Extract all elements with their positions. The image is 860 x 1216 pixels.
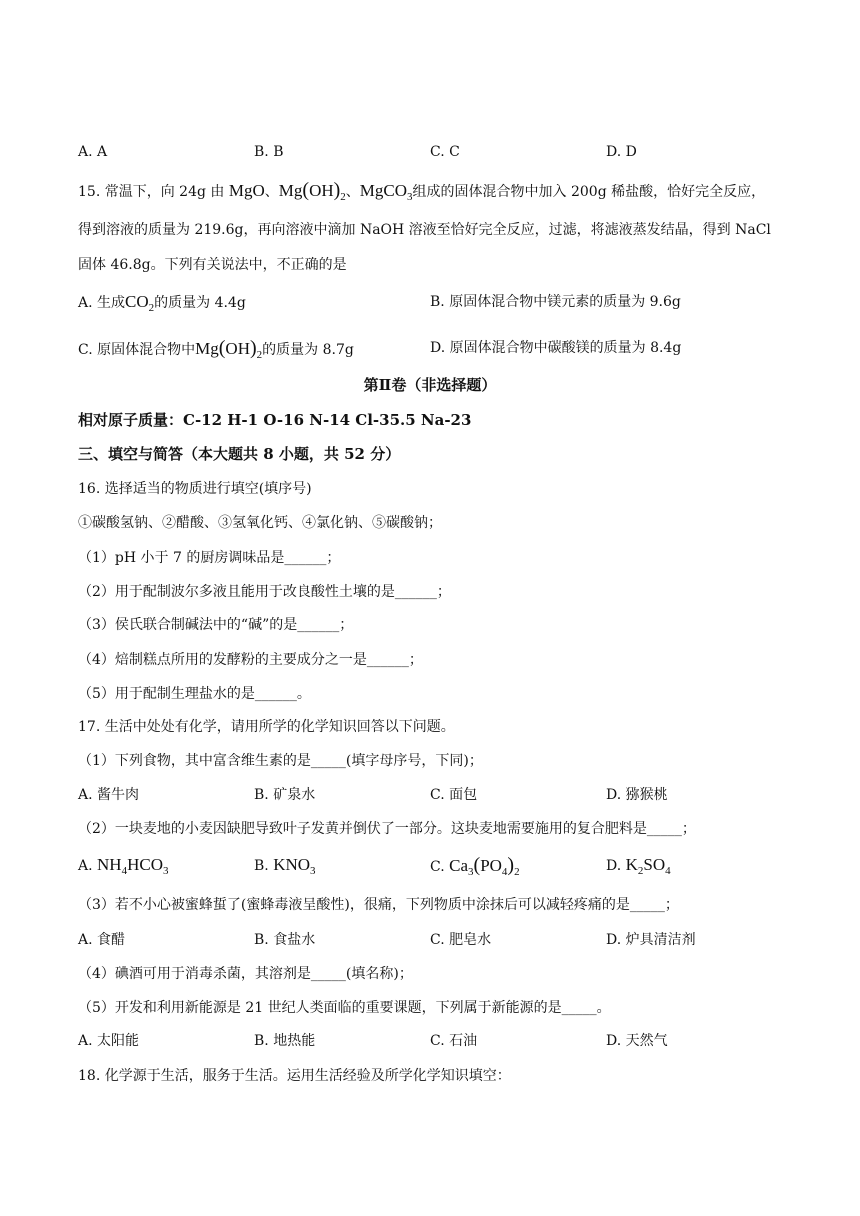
formula-k2so4: $K_2SO_4$ [625, 855, 671, 877]
q14-option-c: C. C [430, 144, 460, 160]
q15-stem-line3: 固体 46.8g。下列有关说法中，不正确的是 [78, 257, 347, 273]
q14-option-d: D. D [606, 144, 637, 160]
q17-sub3: （3）若不小心被蜜蜂蜇了(蜜蜂毒液呈酸性)，很痛，下列物质中涂抹后可以减轻疼痛的是_____； [78, 897, 679, 913]
q17-sub2-option-b: B. $KNO_3$ [254, 855, 316, 877]
q17-sub5-option-c: C. 石油 [430, 1033, 478, 1049]
q16-item-4: （4）焙制糕点所用的发酵粉的主要成分之一是______； [78, 652, 423, 668]
part-3-title: 三、填空与简答（本大题共 8 小题，共 52 分） [78, 445, 401, 463]
q16-title: 16. 选择适当的物质进行填空(填序号) [78, 481, 312, 497]
q17-sub3-option-a: A. 食醋 [78, 932, 126, 948]
q16-item-1: （1）pH 小于 7 的厨房调味品是______； [78, 550, 341, 566]
q17-sub1-option-c: C. 面包 [430, 787, 478, 803]
q15-option-c: C. 原固体混合物中$Mg(OH)_2$的质量为 8.7g [78, 337, 354, 361]
q17-sub1-option-a: A. 酱牛肉 [78, 787, 140, 803]
q16-item-2: （2）用于配制波尔多液且能用于改良酸性土壤的是______； [78, 584, 451, 600]
formula-mgo: MgO [228, 181, 265, 200]
q17-sub5-option-d: D. 天然气 [606, 1033, 668, 1049]
q17-sub1-option-b: B. 矿泉水 [254, 787, 316, 803]
q17-sub5-option-a: A. 太阳能 [78, 1033, 140, 1049]
q17-sub4: （4）碘酒可用于消毒杀菌，其溶剂是_____(填名称)； [78, 966, 413, 982]
q17-sub3-option-c: C. 肥皂水 [430, 932, 492, 948]
q17-title: 17. 生活中处处有化学，请用所学的化学知识回答以下问题。 [78, 719, 455, 735]
q15-stem-line1: 15. 常温下，向 24g 由 MgO、$Mg(OH)_2$、MgCO$_3$组成的固体混合物中加入 200g 稀盐酸，恰好完全反应， [78, 179, 766, 203]
q17-sub2: （2）一块麦地的小麦因缺肥导致叶子发黄并倒伏了一部分。这块麦地需要施用的复合肥料是_____； [78, 821, 696, 837]
q17-sub5-option-b: B. 地热能 [254, 1033, 316, 1049]
formula-kno3: $KNO_3$ [273, 855, 316, 877]
q14-option-b: B. B [254, 144, 284, 160]
q15-option-b: B. 原固体混合物中镁元素的质量为 9.6g [430, 294, 681, 310]
formula-mgoh2: $Mg(OH)_2$ [278, 179, 346, 203]
formula-mgoh2-c: $Mg(OH)_2$ [195, 337, 263, 361]
q15-option-a: A. 生成$CO_2$的质量为 4.4g [78, 292, 246, 314]
q18-title: 18. 化学源于生活，服务于生活。运用生活经验及所学化学知识填空： [78, 1068, 511, 1084]
q17-sub1: （1）下列食物，其中富含维生素的是_____(填字母序号，下同)； [78, 753, 483, 769]
q15-stem-line2: 得到溶液的质量为 219.6g，再向溶液中滴加 NaOH 溶液至恰好完全反应，过滤，将滤液蒸发结晶，得到 NaCl [78, 222, 771, 238]
q14-option-a: A. A [78, 144, 108, 160]
q17-sub2-option-c: C. $Ca_3(PO_4)_2$ [430, 854, 520, 878]
formula-mgco3: MgCO$_3$ [359, 181, 413, 203]
q16-list: ①碳酸氢钠、②醋酸、③氢氧化钙、④氯化钠、⑤碳酸钠； [78, 515, 442, 531]
q17-sub3-option-d: D. 炉具清洁剂 [606, 932, 696, 948]
q16-item-3: （3）侯氏联合制碱法中的“碱”的是______； [78, 617, 354, 633]
q17-sub1-option-d: D. 猕猴桃 [606, 787, 668, 803]
atomic-masses: 相对原子质量：C-12 H-1 O-16 N-14 Cl-35.5 Na-23 [78, 411, 472, 429]
q17-sub2-option-a: A. $NH_4HCO_3$ [78, 855, 169, 877]
q17-sub2-option-d: D. $K_2SO_4$ [606, 855, 671, 877]
q17-sub5: （5）开发和利用新能源是 21 世纪人类面临的重要课题，下列属于新能源的是_____。 [78, 1000, 611, 1016]
formula-co2: $CO_2$ [125, 292, 155, 314]
q16-item-5: （5）用于配制生理盐水的是______。 [78, 686, 311, 702]
q15-option-d: D. 原固体混合物中碳酸镁的质量为 8.4g [430, 340, 682, 356]
section-2-title: 第Ⅱ卷（非选择题） [363, 376, 497, 394]
formula-ca3po42: $Ca_3(PO_4)_2$ [449, 854, 520, 878]
formula-nh4hco3: $NH_4HCO_3$ [97, 855, 169, 877]
q17-sub3-option-b: B. 食盐水 [254, 932, 316, 948]
